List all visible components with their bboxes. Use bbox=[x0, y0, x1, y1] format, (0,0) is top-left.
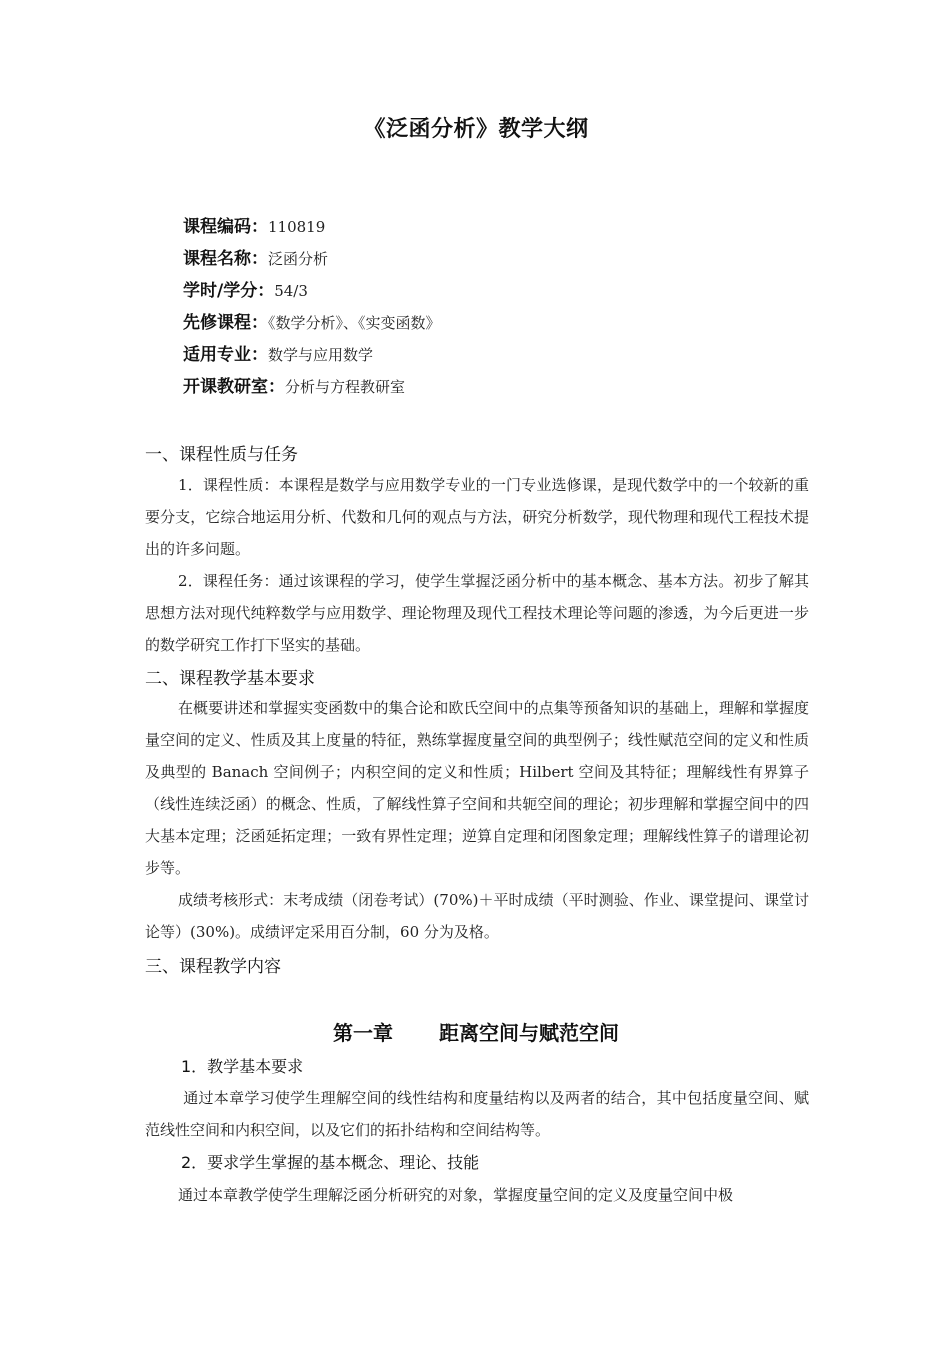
prerequisites-label: 先修课程： bbox=[183, 313, 268, 333]
course-name-label: 课程名称： bbox=[183, 249, 268, 269]
hours-credits-row bbox=[183, 275, 308, 307]
chapter1-number: 第一章 bbox=[333, 1021, 393, 1045]
department-row bbox=[183, 371, 405, 403]
department-value: 分析与方程教研室 bbox=[285, 378, 406, 396]
prerequisites-row bbox=[183, 307, 441, 339]
chapter1-sub1-paragraph bbox=[145, 1082, 809, 1146]
chapter1-sub2-heading: 2．要求学生掌握的基本概念、理论、技能 bbox=[181, 1153, 480, 1172]
section1-heading: 一、课程性质与任务 bbox=[145, 445, 298, 465]
chapter1-sub1-heading: 1．教学基本要求 bbox=[181, 1057, 304, 1076]
prerequisites-value: 《数学分析》、《实变函数》 bbox=[268, 314, 441, 332]
course-name-value: 泛函分析 bbox=[268, 250, 329, 268]
section2-heading: 二、课程教学基本要求 bbox=[145, 669, 315, 689]
chapter1-title: 距离空间与赋范空间 bbox=[439, 1021, 619, 1045]
chapter1-sub2-paragraph bbox=[145, 1179, 809, 1211]
section2-requirements-text: 在概要讲述和掌握实变函数中的集合论和欧氏空间中的点集等预备知识的基础上，理解和掌握度量空间的定义、性质及其上度量的特征，熟练掌握度量空间的典型例子；线性赋范空间的定义和性质及典型的 Banach 空间例子；内积空间的定义和性质；Hilbert 空间及其特征；理解线性有界算子（线性连续泛函）的概念、性质，了解线性算子空间和共轭空间的理论；初步理解和掌握空间中的四大基本定理；泛函延拓定理；一致有界性定理；逆算自定理和闭图象定理；理解线性算子的谱理论初步等。 bbox=[145, 699, 809, 877]
course-code-value: 110819 bbox=[268, 218, 326, 236]
section1-nature-text: 1．课程性质：本课程是数学与应用数学专业的一门专业选修课，是现代数学中的一个较新的重要分支，它综合地运用分析、代数和几何的观点与方法，研究分析数学，现代物理和现代工程技术提出的许多问题。 bbox=[145, 476, 809, 558]
section3-heading: 三、课程教学内容 bbox=[145, 957, 281, 977]
chapter1-heading bbox=[0, 1017, 952, 1046]
department-label: 开课教研室： bbox=[183, 377, 285, 397]
hours-credits-value: 54/3 bbox=[274, 282, 308, 300]
section2-assessment-text: 成绩考核形式：末考成绩（闭卷考试）(70%)＋平时成绩（平时测验、作业、课堂提问、课堂讨论等）(30%)。成绩评定采用百分制，60 分为及格。 bbox=[145, 891, 809, 941]
major-row bbox=[183, 339, 373, 371]
section2-paragraph-requirements bbox=[145, 692, 809, 884]
major-label: 适用专业： bbox=[183, 345, 268, 365]
course-code-row bbox=[183, 211, 325, 243]
section1-tasks-text: 2．课程任务：通过该课程的学习，使学生掌握泛函分析中的基本概念、基本方法。初步了解其思想方法对现代纯粹数学与应用数学、理论物理及现代工程技术理论等问题的渗透，为今后更进一步的数学研究工作打下坚实的基础。 bbox=[145, 572, 809, 654]
major-value: 数学与应用数学 bbox=[268, 346, 374, 364]
chapter1-sub1-text: 通过本章学习使学生理解空间的线性结构和度量结构以及两者的结合，其中包括度量空间、赋范线性空间和内积空间，以及它们的拓扑结构和空间结构等。 bbox=[145, 1089, 809, 1139]
course-code-label: 课程编码： bbox=[183, 217, 268, 237]
hours-credits-label: 学时/学分： bbox=[183, 281, 275, 301]
section2-paragraph-assessment bbox=[145, 884, 809, 948]
section1-paragraph-nature bbox=[145, 469, 809, 565]
chapter1-sub2-text: 通过本章教学使学生理解泛函分析研究的对象，掌握度量空间的定义及度量空间中极 bbox=[178, 1186, 734, 1204]
course-name-row bbox=[183, 243, 328, 275]
document-title: 《泛函分析》教学大纲 bbox=[363, 117, 589, 142]
section1-paragraph-tasks bbox=[145, 565, 809, 661]
